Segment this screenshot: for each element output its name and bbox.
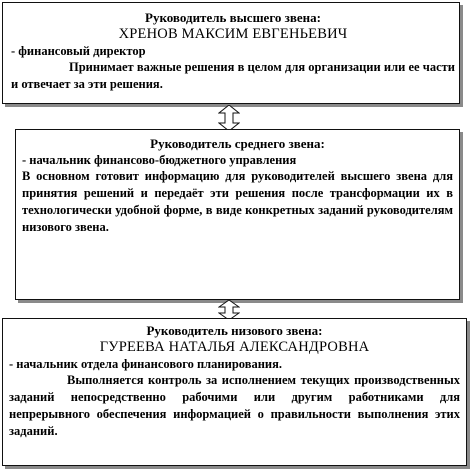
middle-level-header: Руководитель среднего звена: bbox=[150, 136, 325, 151]
lower-level-role: - начальник отдела финансового планирования. bbox=[9, 357, 283, 371]
top-level-role: - финансовый директор bbox=[11, 44, 146, 58]
lower-level-manager-box bbox=[2, 318, 467, 466]
middle-level-description: В основном готовит информацию для руководителей высшего звена для принятия решений и передаёт эти решения после трансформации их в технологически удобной форме, в виде конкретных заданий руководителям низового звена. bbox=[22, 169, 453, 234]
top-level-manager-box bbox=[2, 2, 460, 104]
top-level-header: Руководитель высшего звена: bbox=[145, 10, 321, 25]
double-arrow-icon bbox=[218, 300, 240, 320]
lower-level-header: Руководитель низового звена: bbox=[146, 323, 323, 338]
top-level-description: Принимает важные решения в целом для организации или ее части и отвечает за эти решения. bbox=[11, 60, 455, 91]
middle-level-manager-box bbox=[15, 129, 460, 300]
top-level-manager-name: ХРЕНОВ МАКСИМ ЕВГЕНЬЕВИЧ bbox=[118, 26, 348, 42]
lower-level-manager-name: ГУРЕЕВА НАТАЛЬЯ АЛЕКСАНДРОВНА bbox=[99, 339, 370, 355]
middle-level-role: - начальник финансово-бюджетного управления bbox=[22, 153, 297, 167]
lower-level-description: Выполняется контроль за исполнением текущих производственных заданий непосредственно рабочими или другим работниками для непрерывного обеспечения информацией о правильности выполнения этих заданий. bbox=[9, 373, 460, 438]
double-arrow-icon bbox=[218, 105, 240, 131]
